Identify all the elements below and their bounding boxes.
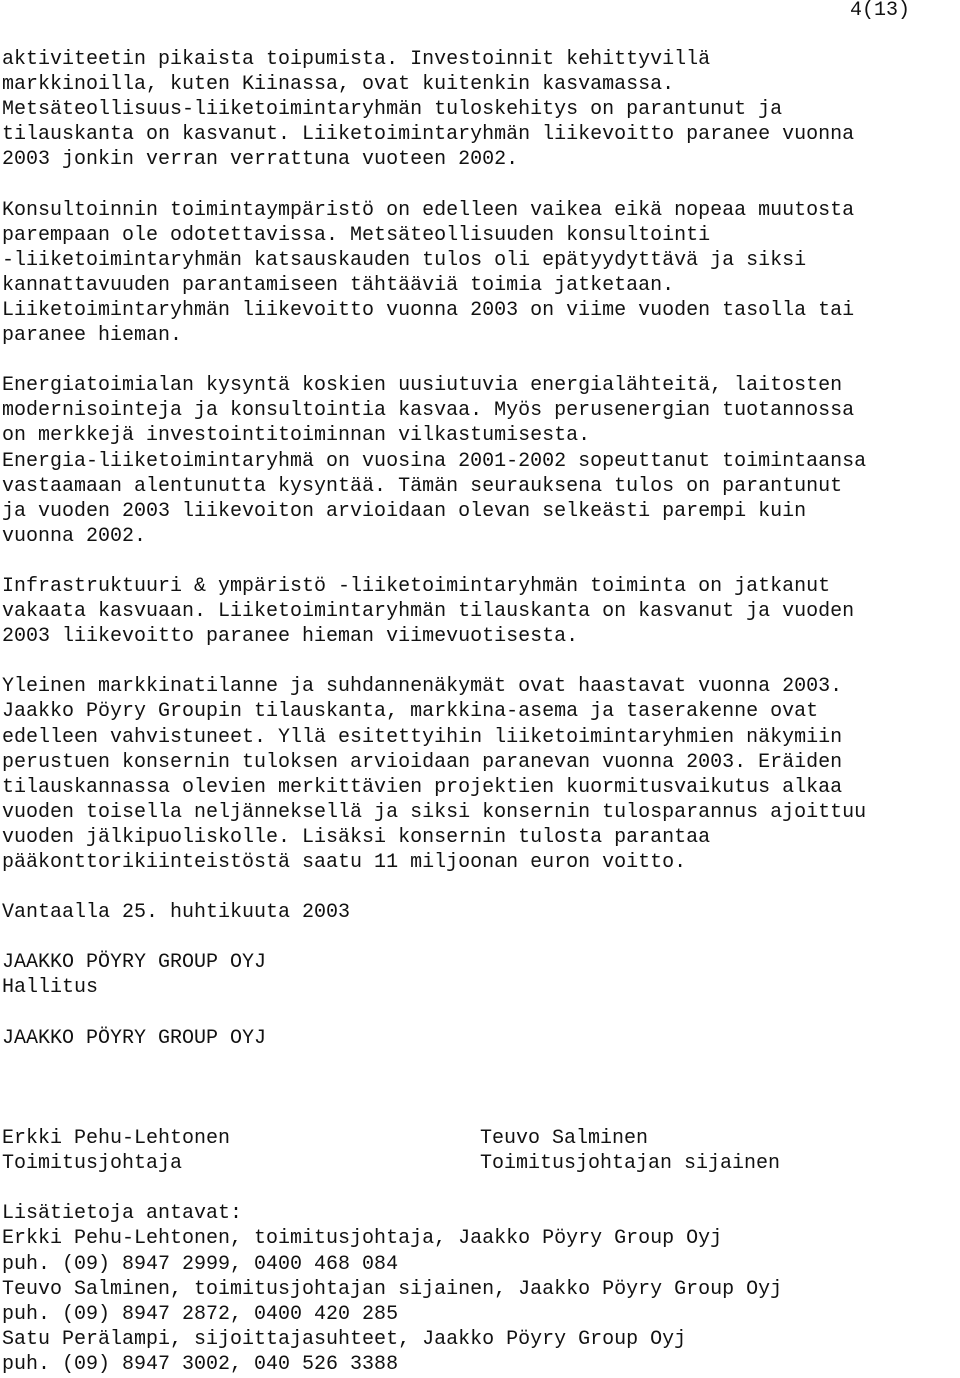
company-name: JAAKKO PÖYRY GROUP OYJ <box>2 951 267 975</box>
text-line: 2003 jonkin verran verrattuna vuoteen 2002. <box>2 148 519 172</box>
paragraph-outlook-group <box>2 674 958 875</box>
text-line: kannattavuuden parantamiseen tähtääviä toimia jatketaan. <box>2 273 675 297</box>
text-line: aktiviteetin pikaista toipumista. Investoinnit kehittyvillä <box>2 48 711 71</box>
text-line: on merkkejä investointitoiminnan vilkastumisesta. <box>2 424 591 448</box>
text-line: vuoden toisella neljänneksellä ja siksi konsernin tulosparannus ajoittuu <box>2 800 867 824</box>
text-line: vuonna 2002. <box>2 524 147 548</box>
text-line: parempaan ole odotettavissa. Metsäteollisuuden konsultointi <box>2 223 711 247</box>
company-body: Hallitus <box>2 976 99 1000</box>
signatory-name: Teuvo Salminen <box>480 1127 649 1151</box>
text-line: ja vuoden 2003 liikevoiton arvioidaan olevan selkeästi parempi kuin <box>2 499 807 523</box>
text-line: Yleinen markkinatilanne ja suhdannenäkymät ovat haastavat vuonna 2003. <box>2 675 843 699</box>
signatory-title: Toimitusjohtaja <box>2 1152 183 1176</box>
text-line: vastaamaan alentunutta kysyntää. Tämän seurauksena tulos on parantunut <box>2 474 843 498</box>
text-line: Infrastruktuuri & ympäristö -liiketoimintaryhmän toiminta on jatkanut <box>2 574 831 598</box>
contact-phone: puh. (09) 8947 2872, 0400 420 285 <box>2 1302 399 1326</box>
paragraph-outlook-infrastructure <box>2 574 958 649</box>
text-line: modernisointeja ja konsultointia kasvaa. Myös perusenergian tuotannossa <box>2 399 855 423</box>
text-line: Konsultoinnin toimintaympäristö on edelleen vaikea eikä nopeaa muutosta <box>2 198 855 222</box>
text-line: 2003 liikevoitto paranee hieman viimevuotisesta. <box>2 625 579 649</box>
signatory <box>2 1126 480 1176</box>
contact-name-role: Teuvo Salminen, toimitusjohtajan sijainen, Jaakko Pöyry Group Oyj <box>2 1277 783 1301</box>
text-line: Liiketoimintaryhmän liikevoitto vuonna 2003 on viime vuoden tasolla tai <box>2 298 855 322</box>
page-number: 4(13) <box>849 0 910 22</box>
text-line: tilauskanta on kasvanut. Liiketoimintaryhmän liikevoitto paranee vuonna <box>2 123 855 147</box>
paragraph-outlook-forest <box>2 47 958 172</box>
signatory-title: Toimitusjohtajan sijainen <box>480 1152 781 1176</box>
text-line: tilauskannassa olevien merkittävien projektien kuormitusvaikutus alkaa <box>2 775 843 799</box>
text-line: vakaata kasvuaan. Liiketoimintaryhmän tilauskanta on kasvanut ja vuoden <box>2 600 855 624</box>
contact-name-role: Satu Perälampi, sijoittajasuhteet, Jaakko Pöyry Group Oyj <box>2 1327 687 1351</box>
text-line: Metsäteollisuus-liiketoimintaryhmän tuloskehitys on parantunut ja <box>2 98 783 122</box>
text-line: edelleen vahvistuneet. Yllä esitettyihin liiketoimintaryhmien näkymiin <box>2 725 843 749</box>
signatory-name: Erkki Pehu-Lehtonen <box>2 1127 231 1151</box>
text-line: perustuen konsernin tuloksen arvioidaan paranevan vuonna 2003. Eräiden <box>2 750 843 774</box>
contact-info <box>2 1201 958 1377</box>
text-line: vuoden jälkipuoliskolle. Lisäksi konsernin tulosta parantaa <box>2 825 711 849</box>
text-line: -liiketoimintaryhmän katsauskauden tulos oli epätyydyttävä ja siksi <box>2 248 807 272</box>
document-body <box>2 47 958 1377</box>
signature-block <box>2 1126 958 1176</box>
paragraph-outlook-energy <box>2 373 958 549</box>
text-line: Energiatoimialan kysyntä koskien uusiutuvia energialähteitä, laitosten <box>2 374 843 398</box>
place-date: Vantaalla 25. huhtikuuta 2003 <box>2 901 351 925</box>
text-line: markkinoilla, kuten Kiinassa, ovat kuitenkin kasvamassa. <box>2 73 675 97</box>
contact-phone: puh. (09) 8947 2999, 0400 468 084 <box>2 1252 399 1276</box>
contact-heading: Lisätietoja antavat: <box>2 1202 243 1226</box>
signatory <box>480 1126 958 1176</box>
text-line: Energia-liiketoimintaryhmä on vuosina 2001-2002 sopeuttanut toimintaansa <box>2 449 867 473</box>
text-line: pääkonttorikiinteistöstä saatu 11 miljoonan euron voitto. <box>2 851 687 874</box>
text-line: paranee hieman. <box>2 324 183 348</box>
contact-name-role: Erkki Pehu-Lehtonen, toimitusjohtaja, Jaakko Pöyry Group Oyj <box>2 1227 723 1251</box>
company-name-repeat: JAAKKO PÖYRY GROUP OYJ <box>2 1026 267 1050</box>
text-line: Jaakko Pöyry Groupin tilauskanta, markkina-asema ja taserakenne ovat <box>2 700 819 724</box>
paragraph-outlook-consulting <box>2 198 958 349</box>
contact-phone: puh. (09) 8947 3002, 040 526 3388 <box>2 1352 399 1376</box>
